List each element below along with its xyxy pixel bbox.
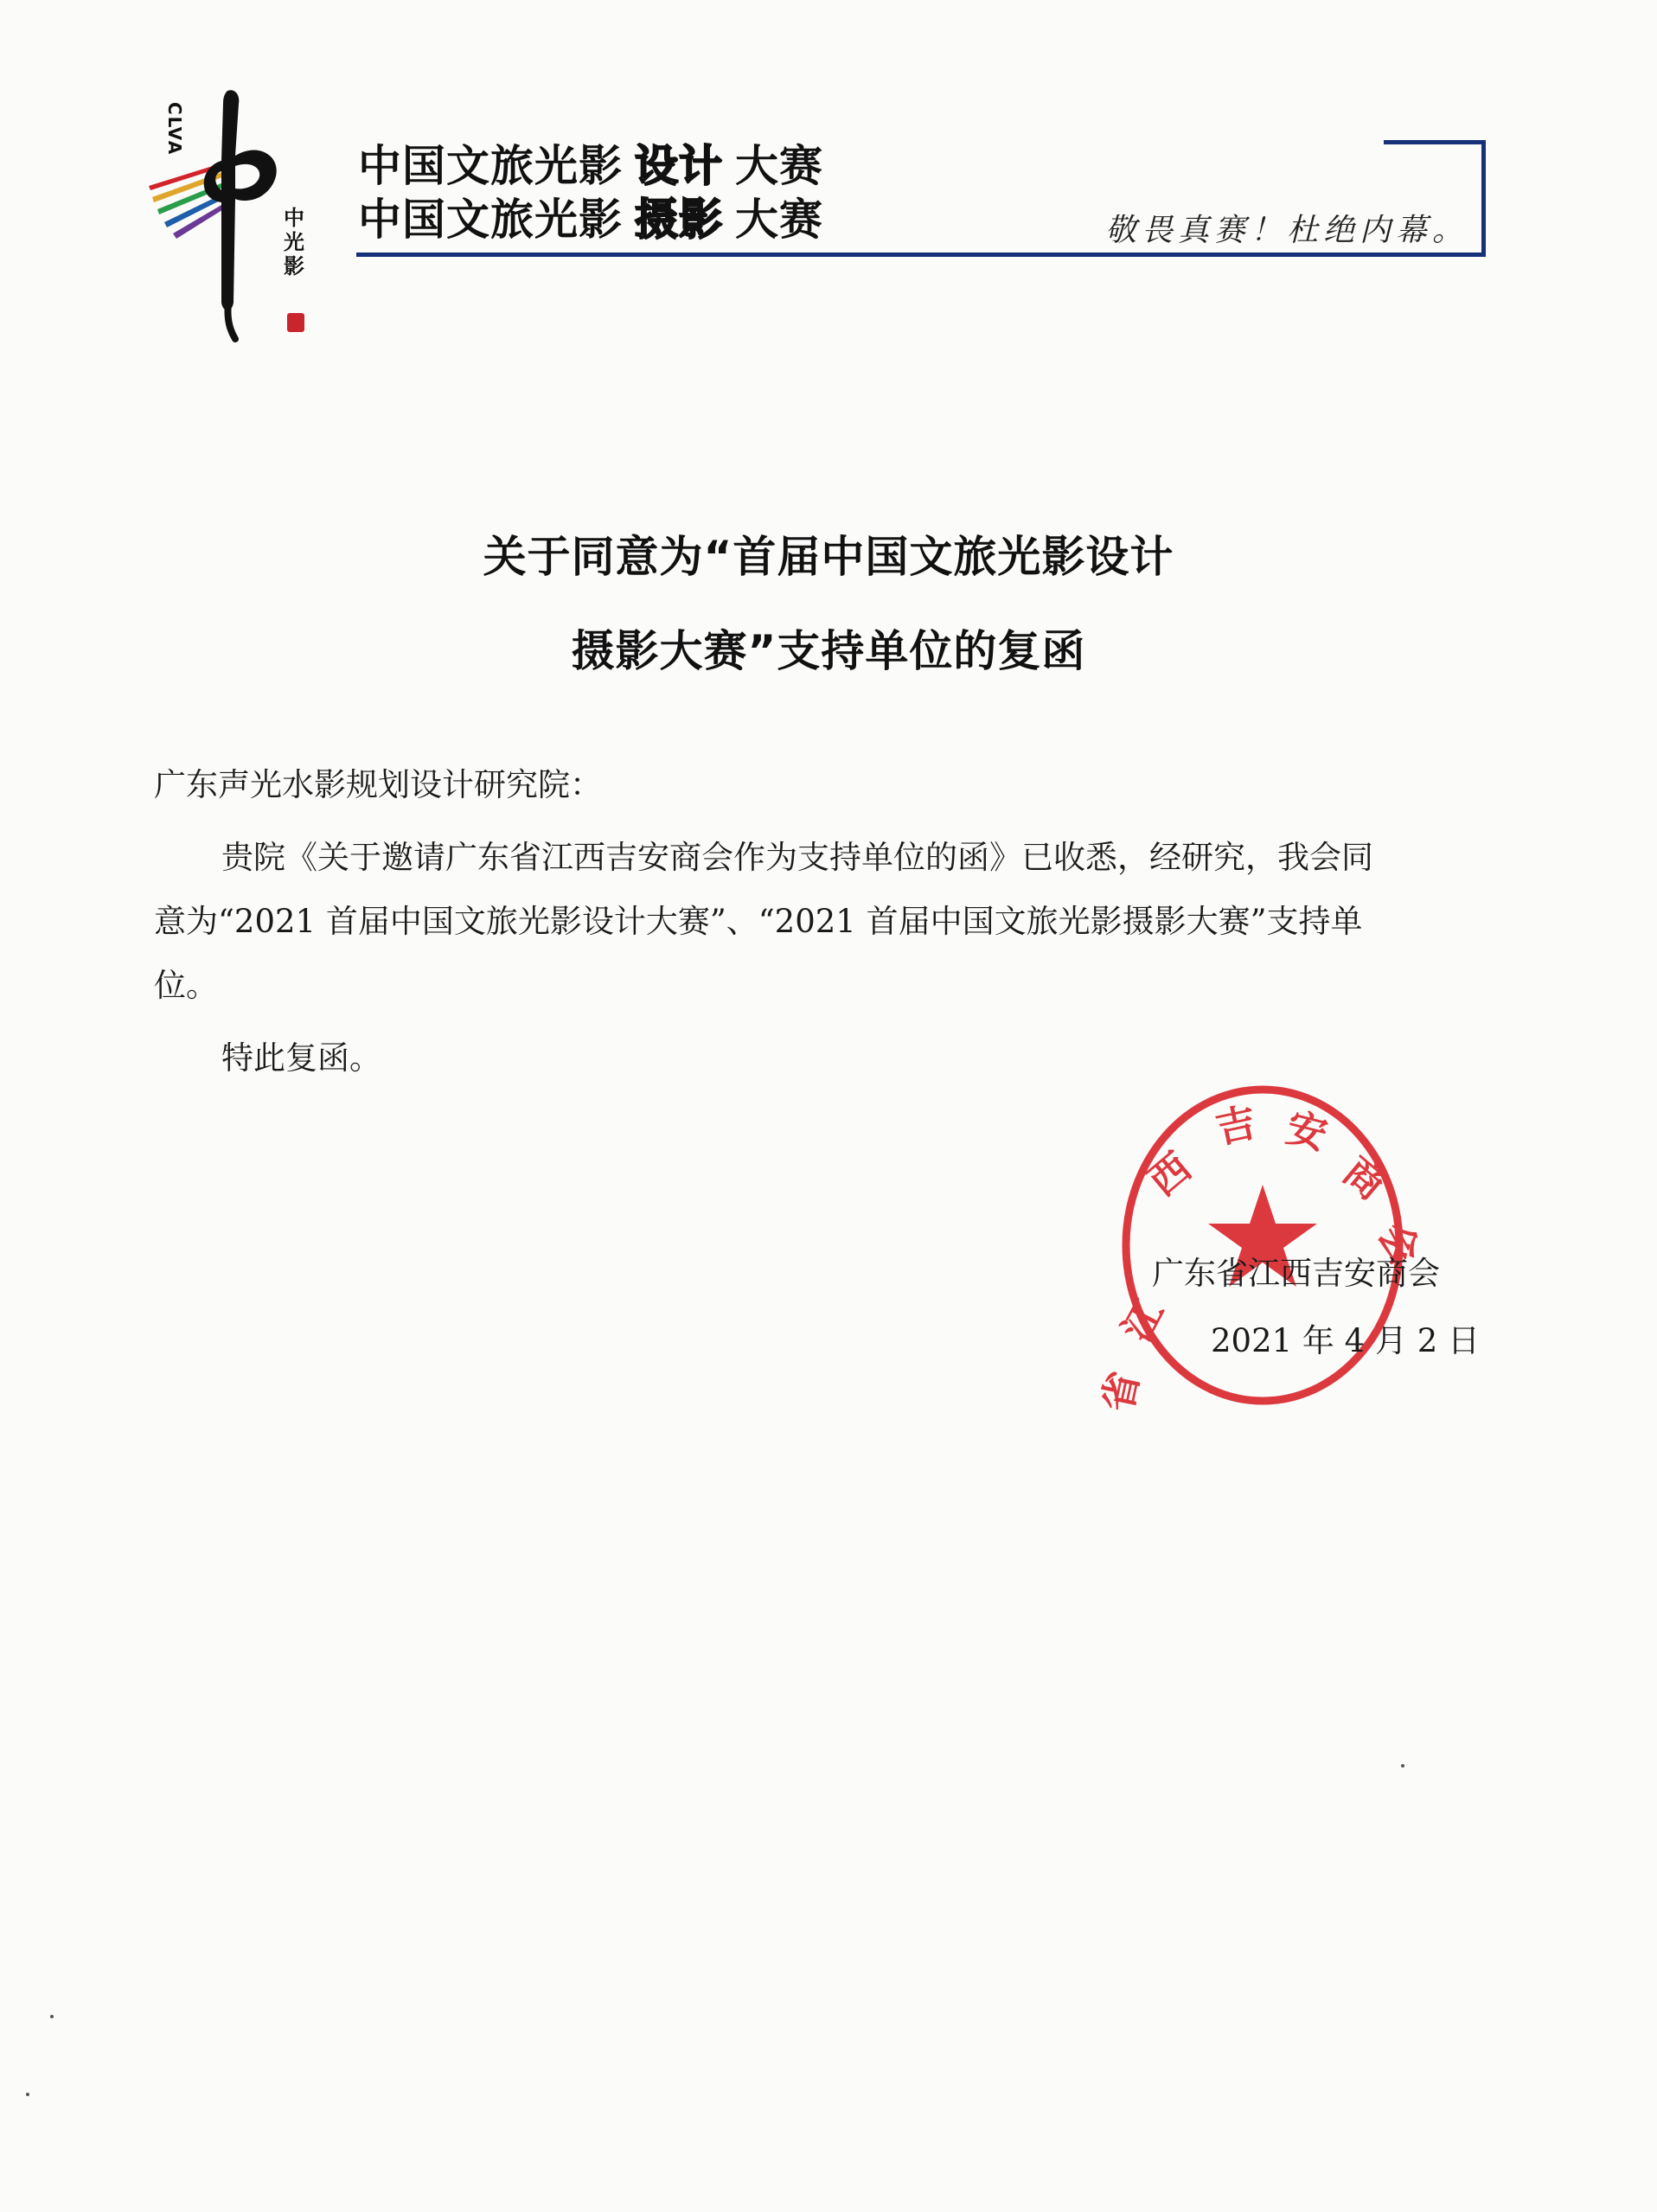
letterhead-line1-highlight: 设计: [635, 141, 723, 191]
letterhead-line2-prefix: 中国文旅光影: [358, 195, 623, 245]
paragraph-line: 意为“2021 首届中国文旅光影设计大赛”、“2021 首届中国文旅光影摄影大赛”支持单: [154, 903, 1363, 940]
svg-text:安: 安: [1282, 1103, 1333, 1159]
letterhead-line-photography: [358, 185, 823, 247]
scan-speck: [1401, 1764, 1404, 1768]
clva-logo: [145, 86, 331, 346]
letterhead-frame-rule: [356, 253, 1486, 257]
signing-organization: 广东省江西吉安商会: [1152, 1255, 1440, 1292]
document-title-line1: 关于同意为“首届中国文旅光影设计: [483, 532, 1174, 582]
signing-date: 2021 年 4 月 2 日: [1211, 1322, 1481, 1359]
letterhead-line2-suffix: 大赛: [735, 195, 823, 245]
svg-text:西: 西: [1139, 1143, 1200, 1205]
letterhead-frame-top: [1384, 140, 1486, 144]
svg-text:商: 商: [1334, 1148, 1395, 1209]
svg-text:省: 省: [1093, 1367, 1148, 1416]
document-title-line2: 摄影大赛”支持单位的复函: [571, 626, 1086, 676]
letterhead-line1-suffix: 大赛: [735, 141, 823, 191]
svg-text:会: 会: [1369, 1214, 1430, 1272]
closing-remark: 特此复函。: [221, 1039, 381, 1077]
letterhead-slogan: 敬畏真赛！杜绝内幕。: [1104, 213, 1468, 248]
letterhead-line2-highlight: 摄影: [635, 195, 723, 245]
logo-clva-text: CLVA: [164, 102, 185, 157]
svg-text:吉: 吉: [1212, 1098, 1261, 1153]
svg-text:江: 江: [1113, 1292, 1174, 1350]
logo-red-mark: [287, 313, 304, 332]
paragraph-line: 贵院《关于邀请广东省江西吉安商会作为支持单位的函》已收悉，经研究，我会同: [221, 839, 1373, 876]
paragraph-line: 位。: [154, 967, 218, 1004]
letterhead-line1-prefix: 中国文旅光影: [358, 141, 623, 191]
logo-vertical-text: 中光影: [284, 206, 304, 278]
letterhead-frame-right: [1481, 140, 1486, 256]
scan-speck: [50, 2015, 54, 2018]
body-paragraph: [154, 834, 1486, 1010]
salutation: 广东声光水影规划设计研究院：: [154, 766, 602, 803]
scan-speck: [26, 2093, 29, 2096]
